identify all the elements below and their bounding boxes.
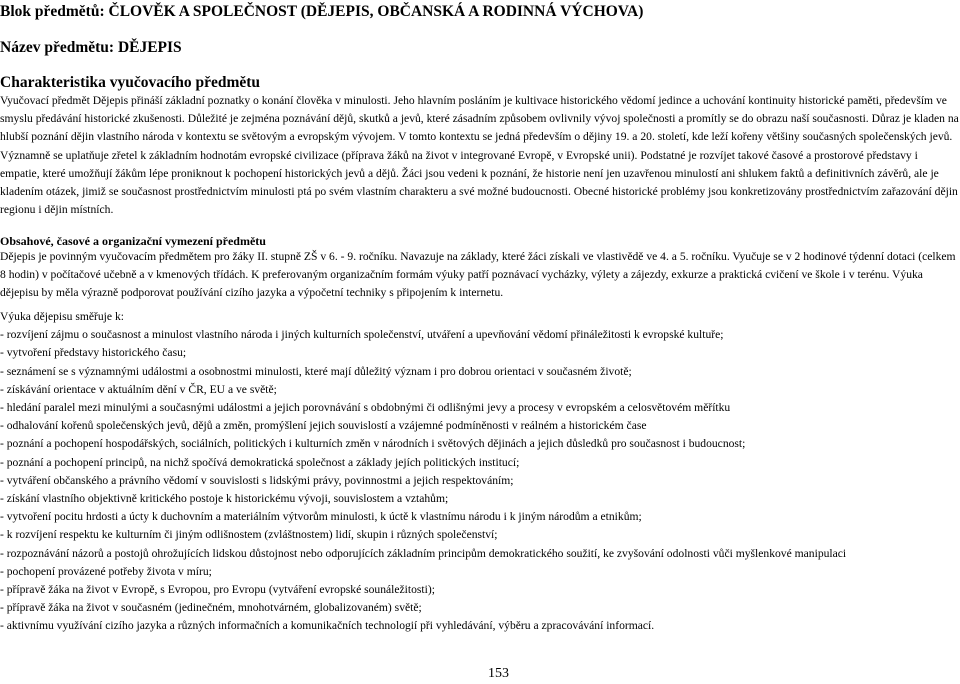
- list-item: - rozpoznávání názorů a postojů ohrožujících lidskou důstojnost nebo odporujících základním principům demokratického soužití, ke zvyšování odolnosti vůči myšlenkové manipulaci: [0, 546, 847, 560]
- subject-block-heading: Blok předmětů: ČLOVĚK A SPOLEČNOST (DĚJEPIS, OBČANSKÁ A RODINNÁ VÝCHOVA): [0, 3, 644, 20]
- list-item: - rozvíjení zájmu o současnost a minulost vlastního národa i jiných kulturních společenství, utváření a upevňování vědomí přináležitosti k evropské kultuře;: [0, 328, 724, 342]
- list-item: - k rozvíjení respektu ke kulturním či jiným odlišnostem (zvláštnostem) lidí, skupin i různých společenství;: [0, 528, 498, 542]
- list-item: - odhalování kořenů společenských jevů, dějů a změn, promýšlení jejich souvislostí a vzájemné podmíněnosti v reálném a historickém čase: [0, 419, 647, 433]
- list-item: - pochopení provázené potřeby života v míru;: [0, 564, 212, 578]
- characteristics-paragraph: Vyučovací předmět Dějepis přináší základní poznatky o konání člověka v minulosti. Jeho hlavním posláním je kultivace historického vědomí jedince a uchování kontinuity historické paměti, především ve smyslu předávání historické zkušenosti. Důležité je zejména poznávání dějů, skutků a jevů, které zásadním způsobem ovlivnily vývoj společnosti a promítly se do obrazu naší současnosti. Důraz je kladen na hlubší poznání dějin vlastního národa v kontextu se světovým a evropským vývojem. V tomto kontextu se jedná především o dějiny 19. a 20. století, kde leží kořeny většiny současných společenských jevů. Významně se uplatňuje zřetel k základním hodnotám evropské civilizace (příprava žáků na život v integrované Evropě, v Evropské unii). Podstatné je rozvíjet takové časové a prostorové představy i empatie, které umožňují žákům lépe proniknout k pochopení historických jevů a dějů. Žáci jsou vedeni k poznání, že historie není jen uzavřenou minulostí ani shlukem faktů a definitivních závěrů, ale je kladením otázek, jimiž se současnost prostřednictvím minulosti ptá po svém vlastním charakteru a své možné budoucnosti. Obecné historické problémy jsou konkretizovány prostřednictvím zařazování dějin regionu i dějin místních.: [0, 94, 959, 217]
- list-item: - přípravě žáka na život v současném (jedinečném, mnohotvárném, globalizovaném) světě;: [0, 601, 422, 615]
- page-number: 153: [488, 666, 509, 681]
- subject-name-heading: Název předmětu: DĚJEPIS: [0, 39, 182, 56]
- list-item: - aktivnímu využívání cizího jazyka a různých informačních a komunikačních technologií při vyhledávání, výběru a zpracovávání informací.: [0, 619, 655, 633]
- list-item: - vytváření občanského a právního vědomí v souvislosti s lidskými právy, povinnostmi a jejich respektováním;: [0, 473, 514, 487]
- list-item: - hledání paralel mezi minulými a současnými událostmi a jejich porovnávání s obdobnými či odlišnými jevy a procesy v evropském a celosvětovém měřítku: [0, 401, 731, 415]
- list-item: - vytvoření pocitu hrdosti a úcty k duchovním a materiálním výtvorům minulosti, k úctě k vlastnímu národu i k jiným národům a etnikům;: [0, 510, 642, 524]
- goals-list-intro: Výuka dějepisu směřuje k:: [0, 310, 124, 323]
- characteristics-heading: Charakteristika vyučovacího předmětu: [0, 74, 261, 91]
- organization-heading: Obsahové, časové a organizační vymezení předmětu: [0, 234, 266, 248]
- list-item: - poznání a pochopení hospodářských, sociálních, politických i kulturních změn v národních i světových dějinách a jejich důsledků pro současnost i budoucnost;: [0, 437, 746, 451]
- list-item: - poznání a pochopení principů, na nichž spočívá demokratická společnost a základy jejích politických institucí;: [0, 455, 520, 469]
- list-item: - získávání orientace v aktuálním dění v ČR, EU a ve světě;: [0, 382, 277, 396]
- organization-paragraph: Dějepis je povinným vyučovacím předmětem pro žáky II. stupně ZŠ v 6. - 9. ročníku. Navazuje na základy, které žáci získali ve vlastivědě ve 4. a 5. ročníku. Vyučuje se v 2 hodinové týdenní dotaci (celkem 8 hodin) v počítačové učebně a v kmenových třídách. K preferovaným organizačním formám výuky patří poznávací vycházky, výlety a zájezdy, exkurze a praktická cvičení ve škole i v terénu. Výuka dějepisu by měla výrazně podporovat používání cizího jazyka a výpočetní techniky s připojením k internetu.: [0, 250, 956, 300]
- list-item: - získání vlastního objektivně kritického postoje k historickému vývoji, souvislostem a vztahům;: [0, 492, 449, 506]
- list-item: - seznámení se s významnými událostmi a osobnostmi minulosti, které mají důležitý význam i pro dobrou orientaci v současném životě;: [0, 364, 632, 378]
- list-item: - vytvoření představy historického času;: [0, 346, 187, 360]
- list-item: - přípravě žáka na život v Evropě, s Evropou, pro Evropu (vytváření evropské sounáležitosti);: [0, 583, 435, 597]
- goals-list: [0, 308, 960, 636]
